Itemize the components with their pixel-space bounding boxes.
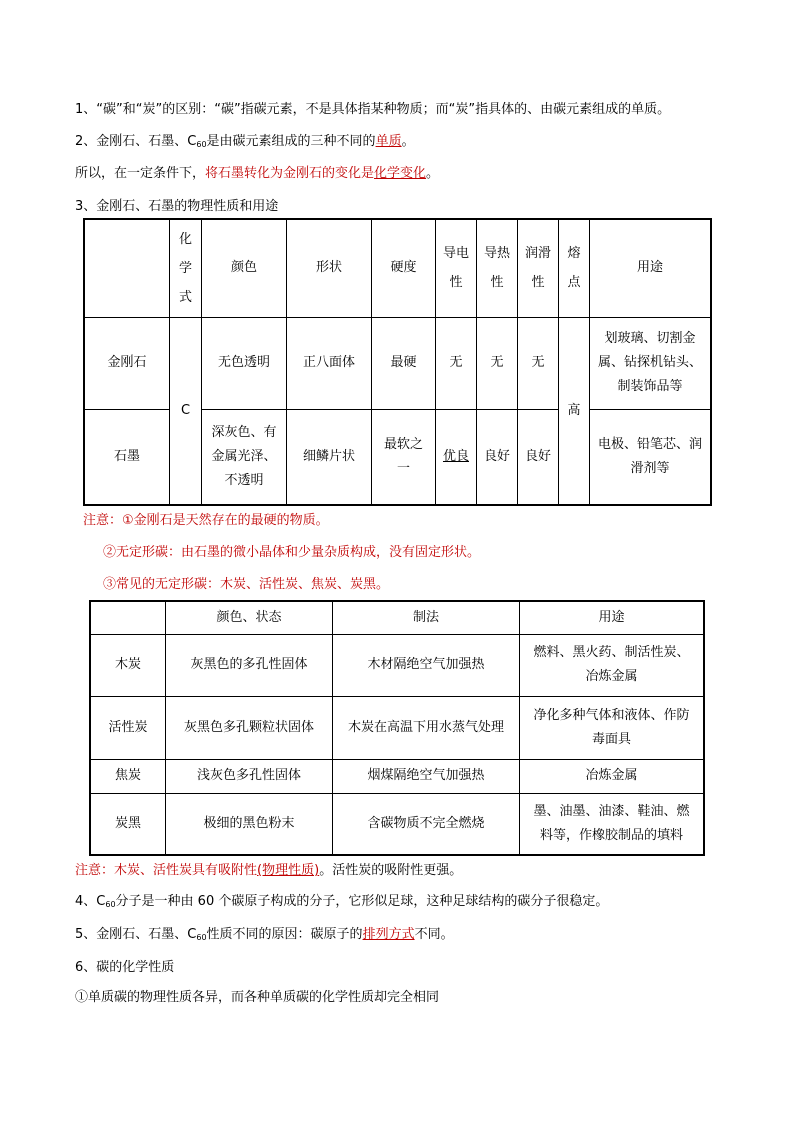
p2-sub: 60 <box>196 140 207 149</box>
table2-cell-name: 木炭 <box>90 634 166 696</box>
table1-header-lubricity <box>518 219 559 317</box>
diamond-graphite-table <box>83 218 712 506</box>
p2-end: 。 <box>401 134 415 149</box>
table2-cell-use <box>520 634 705 696</box>
table2-cell-state: 浅灰色多孔性固体 <box>166 759 333 793</box>
table2-cell-method: 烟煤隔绝空气加强热 <box>333 759 520 793</box>
hdr-formula-2: 学 <box>178 260 192 276</box>
p6-end: 不同。 <box>414 927 454 942</box>
table1-cell-hardness: 最硬 <box>372 317 436 409</box>
table2-row-charcoal <box>90 634 704 696</box>
p3-red: 将石墨转化为金刚石的变化是 <box>205 166 375 181</box>
table1-cell-shape: 正八面体 <box>287 317 372 409</box>
table2-row-coke <box>90 759 704 793</box>
note-4-end: 。活性炭的吸附性更强。 <box>319 863 463 878</box>
table1-cell-name: 石墨 <box>84 409 170 505</box>
hdr-melt-1: 熔 <box>567 246 581 262</box>
graphite-use-line-2: 滑剂等 <box>630 460 670 476</box>
p3-link: 化学变化 <box>374 166 427 181</box>
note-adsorption <box>75 862 462 880</box>
p3-pre: 所以，在一定条件下， <box>75 166 206 181</box>
table2-cell-name: 焦炭 <box>90 759 166 793</box>
table1-cell-hardness <box>372 409 436 505</box>
table1-header-shape: 形状 <box>287 219 372 317</box>
hdr-lub-1: 润滑 <box>524 246 551 262</box>
table2-cell-state: 极细的黑色粉末 <box>166 793 333 855</box>
table1-header-hardness: 硬度 <box>372 219 436 317</box>
table2-row-carbon-black <box>90 793 704 855</box>
note-1-label: 注意： <box>83 513 123 528</box>
note-1-text: ①金刚石是天然存在的最硬的物质。 <box>122 513 329 528</box>
hdr-heat-1: 导热 <box>483 246 510 262</box>
table2-cell-method: 木材隔绝空气加强热 <box>333 634 520 696</box>
note-4-label: 注意： <box>75 863 115 878</box>
p6-link: 排列方式 <box>362 927 415 942</box>
table1-cell-melting: 高 <box>559 317 590 505</box>
p6-pre: 5、金刚石、石墨、C <box>75 927 197 942</box>
hdr-melt-2: 点 <box>567 275 581 291</box>
table1-cell-shape: 细鳞片状 <box>287 409 372 505</box>
diamond-use-line-3: 制装饰品等 <box>617 379 683 394</box>
graphite-color-line-2: 金属光泽、 <box>211 448 277 464</box>
table2-cell-name: 炭黑 <box>90 793 166 855</box>
table1-cell-heat: 良好 <box>477 409 518 505</box>
note-3: ③常见的无定形碳：木炭、活性炭、焦炭、炭黑。 <box>103 577 390 592</box>
table1-row-diamond <box>84 317 711 409</box>
note-1 <box>83 512 329 530</box>
black-use-line-1: 墨、油墨、油漆、鞋油、燃 <box>533 803 690 819</box>
p6-sub: 60 <box>196 933 207 942</box>
p2-link-danzhi: 单质 <box>375 134 402 149</box>
graphite-color-line-1: 深灰色、有 <box>211 424 277 440</box>
table1-cell-use <box>590 409 712 505</box>
table1-cell-name: 金刚石 <box>84 317 170 409</box>
table1-cell-color: 无色透明 <box>202 317 287 409</box>
paragraph-chemical-properties: ①单质碳的物理性质各异，而各种单质碳的化学性质却完全相同 <box>75 990 440 1005</box>
p5-text: 分子是一种由 60 个碳原子构成的分子，它形似足球，这种足球结构的碳分子很稳定。 <box>115 894 609 909</box>
graphite-hardness-line-2: 一 <box>396 460 410 476</box>
section-heading-physical-properties: 3、金刚石、石墨的物理性质和用途 <box>75 199 279 214</box>
table1-cell-lubricity: 无 <box>518 317 559 409</box>
p3-end: 。 <box>426 166 440 181</box>
amorphous-carbon-table <box>89 600 705 856</box>
p5-sub: 60 <box>105 900 116 909</box>
paragraph-difference-reason <box>75 926 454 947</box>
table1-cell-use <box>590 317 712 409</box>
table2-header-state: 颜色、状态 <box>166 601 333 634</box>
p6-mid: 性质不同的原因：碳原子的 <box>206 927 363 942</box>
table1-header-row <box>84 219 711 317</box>
table1-header-heat <box>477 219 518 317</box>
hdr-lub-2: 性 <box>531 275 545 291</box>
table2-header-use: 用途 <box>520 601 705 634</box>
p2-mid: 是由碳元素组成的三种不同的 <box>206 134 376 149</box>
table2-cell-use: 冶炼金属 <box>520 759 705 793</box>
section-heading-chemical-properties: 6、碳的化学性质 <box>75 960 175 975</box>
table1-header-empty <box>84 219 170 317</box>
paragraph-c60 <box>75 893 608 914</box>
hdr-heat-2: 性 <box>490 275 504 291</box>
note-4-red: 木炭、活性炭具有吸附性 <box>114 863 258 878</box>
graphite-color-line-3: 不透明 <box>224 472 264 488</box>
table1-header-conductivity <box>436 219 477 317</box>
table1-cell-color <box>202 409 287 505</box>
table2-cell-method: 含碳物质不完全燃烧 <box>333 793 520 855</box>
table1-cell-conductivity: 优良 <box>436 409 477 505</box>
paragraph-conversion <box>75 165 439 183</box>
table2-cell-name: 活性炭 <box>90 696 166 759</box>
note-2: ②无定形碳：由石墨的微小晶体和少量杂质构成，没有固定形状。 <box>103 545 481 560</box>
p2-pre: 2、金刚石、石墨、C <box>75 134 197 149</box>
hdr-cond-2: 性 <box>449 275 463 291</box>
note-4-link: (物理性质) <box>257 863 320 878</box>
diamond-use-line-1: 划玻璃、切割金 <box>604 331 696 346</box>
table2-cell-use <box>520 696 705 759</box>
charcoal-use-line-2: 冶炼金属 <box>585 669 638 684</box>
table1-cell-lubricity: 良好 <box>518 409 559 505</box>
table1-header-formula <box>170 219 202 317</box>
graphite-use-line-1: 电极、铅笔芯、润 <box>597 436 702 452</box>
diamond-use-line-2: 属、钻探机钻头、 <box>597 355 702 370</box>
table1-header-use: 用途 <box>590 219 712 317</box>
black-use-line-2: 料等，作橡胶制品的填料 <box>539 827 683 843</box>
table1-cell-formula: C <box>170 317 202 505</box>
paragraph-allotropes <box>75 133 415 154</box>
table2-header-empty <box>90 601 166 634</box>
table2-row-activated <box>90 696 704 759</box>
table2-cell-state: 灰黑色的多孔性固体 <box>166 634 333 696</box>
table2-cell-state: 灰黑色多孔颗粒状固体 <box>166 696 333 759</box>
table1-header-color: 颜色 <box>202 219 287 317</box>
hdr-formula-3: 式 <box>178 289 192 305</box>
p5-pre: 4、C <box>75 894 106 909</box>
table1-cell-heat: 无 <box>477 317 518 409</box>
paragraph-carbon-distinction: 1、“碳”和“炭”的区别：“碳”指碳元素，不是具体指某种物质；而“炭”指具体的、由碳元素组成的单质。 <box>75 102 671 117</box>
table2-header-row <box>90 601 704 634</box>
activated-use-line-1: 净化多种气体和液体、作防 <box>533 707 690 723</box>
table2-cell-method: 木炭在高温下用水蒸气处理 <box>333 696 520 759</box>
table1-header-melting <box>559 219 590 317</box>
hdr-cond-1: 导电 <box>442 246 469 262</box>
activated-use-line-2: 毒面具 <box>591 731 631 747</box>
table1-cell-conductivity: 无 <box>436 317 477 409</box>
graphite-hardness-line-1: 最软之 <box>383 436 423 452</box>
hdr-formula-1: 化 <box>178 231 192 247</box>
table2-cell-use <box>520 793 705 855</box>
table2-header-method: 制法 <box>333 601 520 634</box>
charcoal-use-line-1: 燃料、黑火药、制活性炭、 <box>533 645 690 660</box>
